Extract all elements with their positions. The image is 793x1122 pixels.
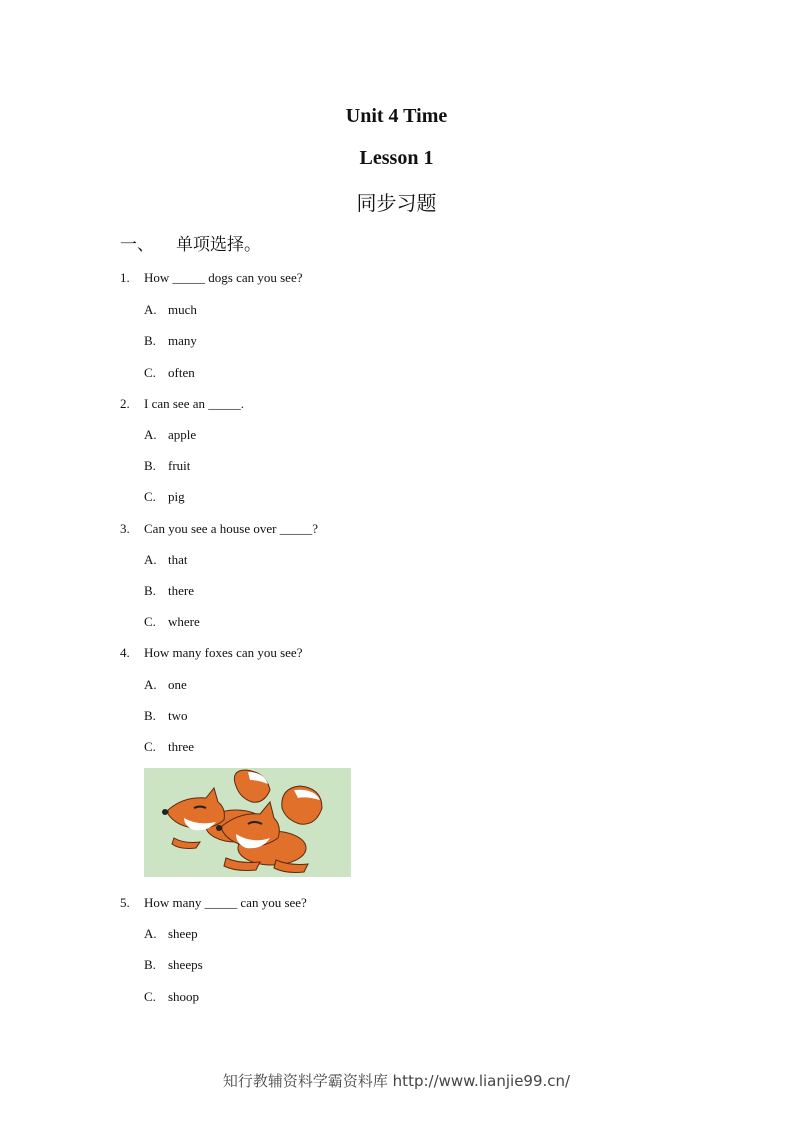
question-text: Can you see a house over _____? — [144, 521, 319, 536]
option-letter: A. — [144, 552, 157, 567]
option-5a — [144, 926, 198, 942]
option-text: sheeps — [168, 957, 203, 972]
option-1a — [144, 302, 197, 318]
option-1b — [144, 333, 197, 349]
question-number: 2. — [120, 396, 130, 411]
option-letter: C. — [144, 989, 156, 1004]
option-1c — [144, 365, 195, 381]
option-text: many — [168, 333, 197, 348]
option-3b — [144, 583, 194, 599]
option-2b — [144, 458, 190, 474]
option-letter: C. — [144, 739, 156, 754]
option-text: sheep — [168, 926, 198, 941]
option-text: three — [168, 739, 194, 754]
option-letter: B. — [144, 583, 156, 598]
option-letter: B. — [144, 458, 156, 473]
option-letter: B. — [144, 708, 156, 723]
option-text: fruit — [168, 458, 191, 473]
question-text: How many foxes can you see? — [144, 645, 303, 660]
two-foxes-illustration — [144, 768, 351, 877]
question-text: I can see an _____. — [144, 396, 244, 411]
question-1 — [120, 270, 303, 286]
question-number: 1. — [120, 270, 130, 285]
option-letter: B. — [144, 333, 156, 348]
option-text: one — [168, 677, 187, 692]
option-letter: A. — [144, 926, 157, 941]
section-heading — [120, 230, 261, 255]
option-text: apple — [168, 427, 197, 442]
option-text: often — [168, 365, 195, 380]
option-2c — [144, 489, 185, 505]
option-4c — [144, 739, 194, 755]
option-letter: C. — [144, 614, 156, 629]
fox-icon — [144, 768, 351, 877]
question-number: 4. — [120, 645, 130, 660]
question-5 — [120, 895, 307, 911]
option-text: where — [168, 614, 200, 629]
option-letter: C. — [144, 365, 156, 380]
option-4b — [144, 708, 188, 724]
option-letter: A. — [144, 677, 157, 692]
question-3 — [120, 521, 318, 537]
option-letter: A. — [144, 427, 157, 442]
exercise-subtitle: 同步习题 — [356, 191, 437, 215]
option-text: two — [168, 708, 188, 723]
section-number: 一、 — [120, 235, 154, 255]
question-text: How many _____ can you see? — [144, 895, 307, 910]
lesson-title: Lesson 1 — [359, 147, 434, 169]
option-text: pig — [168, 489, 185, 504]
option-text: that — [168, 552, 188, 567]
question-4 — [120, 645, 302, 661]
option-3c — [144, 614, 200, 630]
question-number: 3. — [120, 521, 130, 536]
question-2 — [120, 396, 244, 412]
option-letter: A. — [144, 302, 157, 317]
option-5c — [144, 989, 199, 1005]
option-3a — [144, 552, 188, 568]
option-letter: B. — [144, 957, 156, 972]
option-5b — [144, 957, 203, 973]
option-4a — [144, 677, 187, 693]
option-letter: C. — [144, 489, 156, 504]
footer-watermark: 知行教辅资料学霸资料库 http://www.lianjie99.cn/ — [222, 1072, 571, 1090]
option-text: much — [168, 302, 197, 317]
option-text: shoop — [168, 989, 200, 1004]
unit-title: Unit 4 Time — [345, 105, 448, 127]
question-text: How _____ dogs can you see? — [144, 270, 303, 285]
option-2a — [144, 427, 196, 443]
option-text: there — [168, 583, 194, 598]
question-number: 5. — [120, 895, 130, 910]
section-label: 单项选择。 — [176, 235, 261, 255]
